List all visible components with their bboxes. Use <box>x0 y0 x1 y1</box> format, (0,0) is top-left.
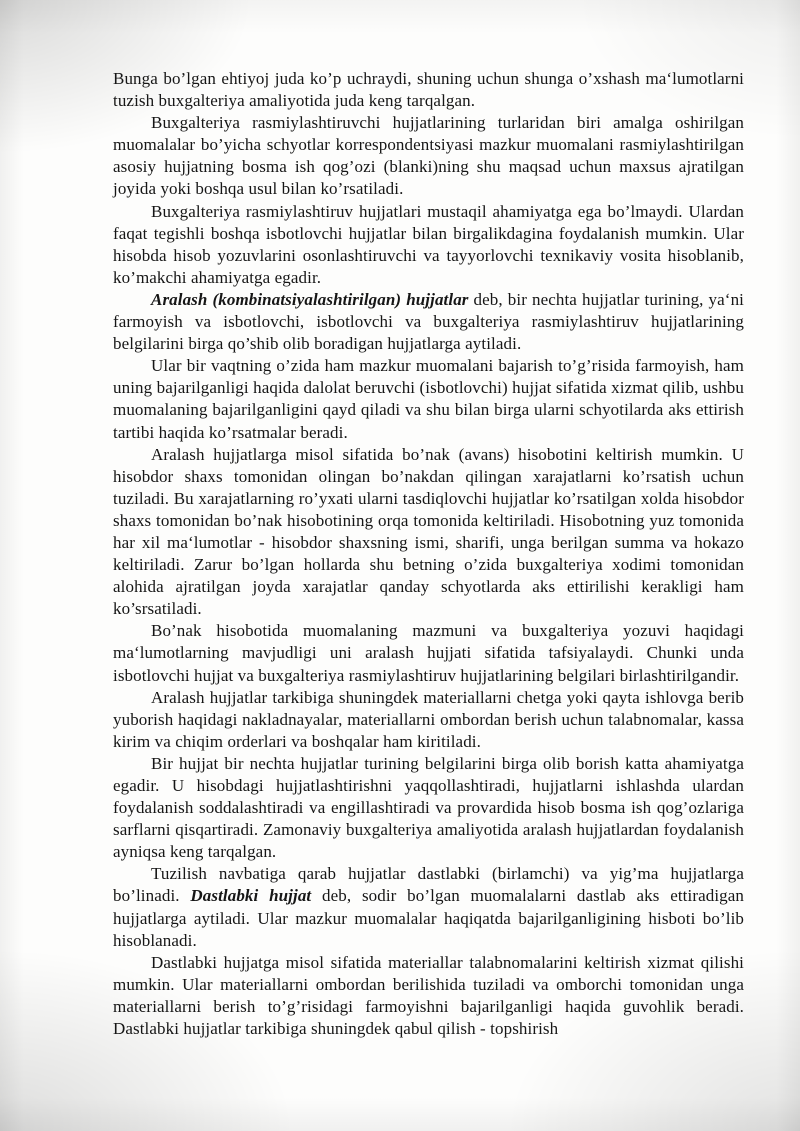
paragraph <box>113 201 744 289</box>
paragraph <box>113 620 744 686</box>
body-text: Ular bir vaqtning o’zida ham mazkur muomalani bajarish to’g’risida farmoyish, ham uning bajarilganligi haqida dalolat beruvchi (isbotlovchi) hujjat sifatida xizmat qilib, ushbu muomalaning bajarilganligini qayd qiladi va shu bilan birga ularni schyotilarda aks ettirish tartibi haqida ko’rsatmalar beradi. <box>113 356 744 442</box>
emphasized-term: Dastlabki hujjat <box>190 886 312 906</box>
paragraph <box>113 112 744 200</box>
paragraph <box>113 753 744 863</box>
paragraph <box>113 355 744 443</box>
body-text: Bunga bo’lgan ehtiyoj juda ko’p uchraydi, shuning uchun shunga o’xshash ma‘lumotlarni tuzish buxgalteriya amaliyotida juda keng tarqalgan. <box>113 69 744 111</box>
body-text: Buxgalteriya rasmiylashtiruv hujjatlari mustaqil ahamiyatga ega bo’lmaydi. Ulardan faqat tegishli boshqa isbotlovchi hujjatlar bilan birgalikdagina foydalanish mumkin. Ular hisobda hisob yozuvlarini osonlashtiruvchi va tayyorlovchi texnikaviy vosita hisoblanib, ko’makchi ahamiyatga egadir. <box>113 201 744 287</box>
body-text: deb, sodir bo’lgan muomalalarni dastlab aks ettiradigan hujjatlarga aytiladi. Ular mazkur muomalalar haqiqatda bajarilganligining hisboti bo’lib hisoblanadi. <box>113 886 744 950</box>
text-block <box>113 68 744 1040</box>
body-text: Aralash hujjatlarga misol sifatida bo’nak (avans) hisobotini keltirish mumkin. U hisobdor shaxs tomonidan olingan bo’nakdan qilingan xarajatlarni ko’rsatish uchun tuziladi. Bu xarajatlarning ro’yxati ularni tasdiqlovchi hujjatlar ko’rsatilgan xolda hisobdor shaxs tomonidan bo’nak hisobotining orqa tomonida keltiriladi. Hisobotning yuz tomonida har xil ma‘lumotlar - hisobdor shaxsning ismi, sharifi, unga berilgan summa va hokazo keltiriladi. Zarur bo’lgan hollarda shu betning o’zida buxgalteriya xodimi tomonidan alohida ajratilgan joyda xarajatlar qanday schyotlarda aks ettirilishi kerakligi ham ko’srsatiladi. <box>113 444 744 619</box>
paragraph <box>113 444 744 621</box>
body-text: Bo’nak hisobotida muomalaning mazmuni va buxgalteriya yozuvi haqidagi ma‘lumotlarning mavjudligi uni aralash hujjati sifatida tafsiyalaydi. Chunki unda isbotlovchi hujjat va buxgalteriya rasmiylashtiruv hujjatlarining belgilari birlashtirilgandir. <box>113 621 744 685</box>
paragraph <box>113 863 744 951</box>
body-text: deb, bir nechta hujjatlar turining, ya‘ni farmoyish va isbotlovchi, isbotlovchi va buxgalteriya rasmiylashtiruv hujjatlarining belgilarini birga qo’shib olib boradigan hujjatlarga aytiladi. <box>113 289 744 354</box>
paragraph <box>113 68 744 112</box>
paragraph <box>113 952 744 1040</box>
body-text: Bir hujjat bir nechta hujjatlar turining belgilarini birga olib borish katta ahamiyatga egadir. U hisobdagi hujjatlashtirishni yaqqollashtiradi, hujjatlarni ishlashda ulardan foydalanish soddalashtiradi va engillashtiradi va provardida hisob bosma ish qog’ozlariga sarflarni qisqartiradi. Zamonaviy buxgalteriya amaliyotida aralash hujjatlardan foydalanish ayniqsa keng tarqalgan. <box>113 753 744 862</box>
paragraph <box>113 687 744 753</box>
body-text: Aralash hujjatlar tarkibiga shuningdek materiallarni chetga yoki qayta ishlovga berib yuborish haqidagi nakladnayalar, materiallarni ombordan berish uchun talabnomalar, kassa kirim va chiqim orderlari va boshqalar ham kiritiladi. <box>113 687 744 751</box>
body-text: Dastlabki hujjatga misol sifatida materiallar talabnomalarini keltirish xizmat qilishi mumkin. Ular materiallarni ombordan berilishida tuziladi va omborchi tomonidan unga materiallarni berish to’g’risidagi farmoyishni bajarilganligi haqida guvohlik beradi. Dastlabki hujjatlar tarkibiga shuningdek qabul qilish - topshirish <box>113 952 744 1039</box>
emphasized-term: Aralash (kombinatsiyalashtirilgan) hujjatlar <box>151 289 469 309</box>
body-text: Tuzilish navbatiga qarab hujjatlar dastlabki (birlamchi) va yig’ma hujjatlarga bo’linadi. <box>113 864 744 906</box>
paragraph <box>113 289 744 355</box>
body-text: Buxgalteriya rasmiylashtiruvchi hujjatlarining turlaridan biri amalga oshirilgan muomalalar bo’yicha schyotlar korrespondentsiyasi mazkur muomalani rasmiylashtirilgan asosiy hujjatning bosma ish qog’ozi (blanki)ning shu maqsad uchun maxsus ajratilgan joyida yoki boshqa usul bilan ko’rsatiladi. <box>113 113 744 199</box>
